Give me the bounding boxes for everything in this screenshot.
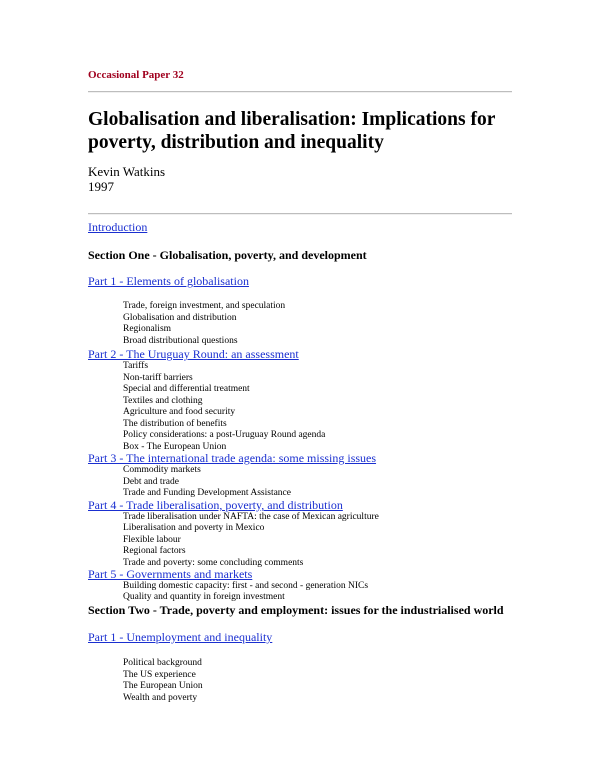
list-item: The US experience	[123, 669, 196, 680]
author-name: Kevin Watkins	[88, 164, 166, 179]
list-item: Special and differential treatment	[123, 384, 250, 394]
list-item: Wealth and poverty	[123, 692, 198, 703]
list-item: Political background	[123, 658, 202, 668]
list-item: Non-tariff barriers	[123, 372, 193, 383]
s1-part1-link[interactable]: Part 1 - Elements of globalisation	[88, 274, 249, 288]
list-item: Quality and quantity in foreign investment	[123, 592, 285, 602]
title-line-1: Globalisation and liberalisation: Implications for	[88, 109, 496, 130]
introduction-link[interactable]: Introduction	[88, 220, 148, 234]
s1-part4-link[interactable]: Part 4 - Trade liberalisation, poverty, and distribution	[88, 498, 343, 512]
list-item: Debt and trade	[123, 476, 179, 487]
list-item: Liberalisation and poverty in Mexico	[123, 523, 265, 533]
list-item: Building domestic capacity: first - and second - generation NICs	[123, 580, 369, 591]
title-line-2: poverty, distribution and inequality	[88, 132, 384, 153]
list-item: Agriculture and food security	[123, 407, 236, 417]
list-item: The distribution of benefits	[123, 418, 227, 429]
list-item: The European Union	[123, 681, 203, 691]
s1-part5-link[interactable]: Part 5 - Governments and markets	[88, 567, 253, 581]
s1-part2-link[interactable]: Part 2 - The Uruguay Round: an assessment	[88, 347, 299, 361]
page-title	[88, 108, 518, 154]
s2-part1-link[interactable]: Part 1 - Unemployment and inequality	[88, 630, 273, 644]
s1-part3-link[interactable]: Part 3 - The international trade agenda: some missing issues	[88, 451, 377, 465]
list-item: Regionalism	[123, 324, 172, 334]
list-item: Regional factors	[123, 546, 186, 556]
list-item: Policy considerations: a post-Uruguay Round agenda	[123, 430, 326, 440]
list-item: Textiles and clothing	[123, 395, 203, 406]
list-item: Flexible labour	[123, 534, 181, 545]
section-one-heading: Section One - Globalisation, poverty, and development	[88, 248, 367, 262]
list-item: Trade and Funding Development Assistance	[123, 488, 291, 498]
section-two-heading: Section Two - Trade, poverty and employment: issues for the industrialised world	[88, 603, 504, 617]
publication-year: 1997	[88, 179, 114, 194]
list-item: Broad distributional questions	[123, 335, 238, 346]
middle-divider	[88, 213, 512, 215]
top-divider	[88, 91, 512, 93]
list-item: Box - The European Union	[123, 441, 227, 452]
list-item: Trade and poverty: some concluding comments	[123, 557, 304, 568]
list-item: Trade, foreign investment, and speculation	[123, 301, 286, 311]
list-item: Tariffs	[123, 361, 149, 371]
series-label: Occasional Paper 32	[88, 69, 184, 81]
list-item: Globalisation and distribution	[123, 312, 237, 323]
list-item: Trade liberalisation under NAFTA: the case of Mexican agriculture	[123, 511, 379, 522]
list-item: Commodity markets	[123, 465, 201, 475]
